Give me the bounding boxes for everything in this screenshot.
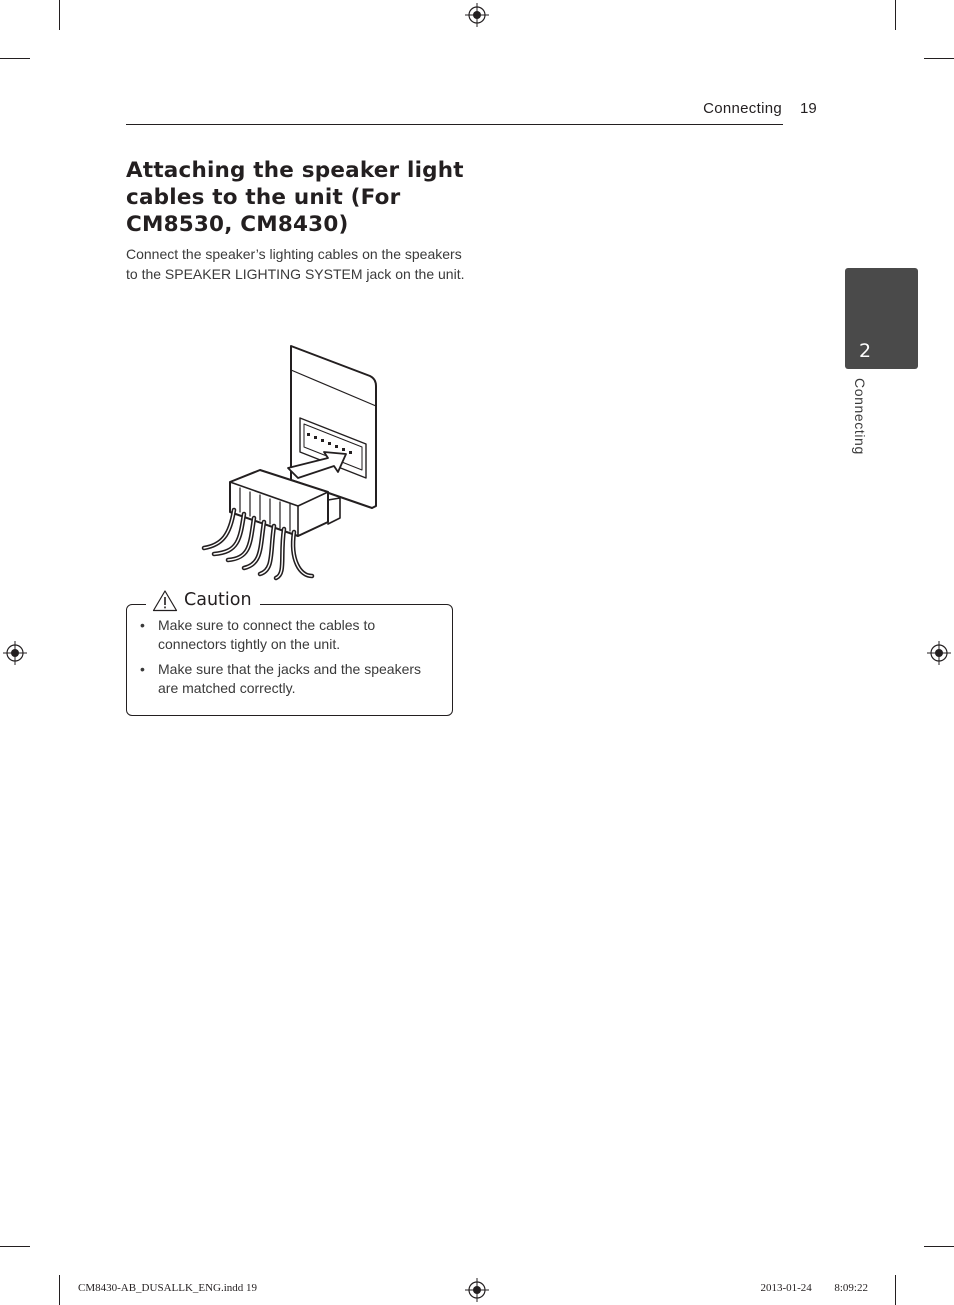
list-item (140, 616, 440, 654)
footer-timestamp: 2013-01-24 ￿￿ 8:09:22 (760, 1282, 868, 1294)
header-section-title: Connecting (703, 100, 782, 117)
crop-mark (924, 1246, 954, 1247)
speaker-light-connector-illustration (200, 340, 385, 585)
registration-mark-icon (927, 641, 951, 665)
caution-list (140, 616, 440, 704)
crop-mark (0, 1246, 30, 1247)
caution-item-text: Make sure to connect the cables to connectors tightly on the unit. (158, 617, 376, 652)
registration-mark-icon (465, 1278, 489, 1302)
warning-triangle-icon (152, 589, 178, 612)
footer-filename: CM8430-AB_DUSALLK_ENG.indd 19 (78, 1282, 258, 1294)
crop-mark (0, 58, 30, 59)
section-intro: Connect the speaker’s lighting cables on the speakers to the SPEAKER LIGHTING SYSTEM jack on the unit. (126, 246, 465, 282)
header-rule (126, 124, 783, 125)
list-item (140, 660, 440, 698)
crop-mark (59, 0, 60, 30)
crop-mark (895, 1275, 896, 1305)
section-title: Attaching the speaker light cables to the unit (For CM8530, CM8430) (126, 158, 464, 237)
chapter-number: 2 (858, 340, 872, 362)
page-number: 19 (800, 100, 817, 117)
registration-mark-icon (465, 3, 489, 27)
bullet: • (140, 617, 145, 633)
caution-title: Caution (184, 590, 252, 610)
crop-mark (59, 1275, 60, 1305)
caution-heading (146, 587, 260, 613)
bullet: • (140, 661, 145, 677)
chapter-label: Connecting (852, 378, 868, 455)
crop-mark (895, 0, 896, 30)
crop-mark (924, 58, 954, 59)
caution-item-text: Make sure that the jacks and the speakers are matched correctly. (158, 661, 422, 696)
registration-mark-icon (3, 641, 27, 665)
